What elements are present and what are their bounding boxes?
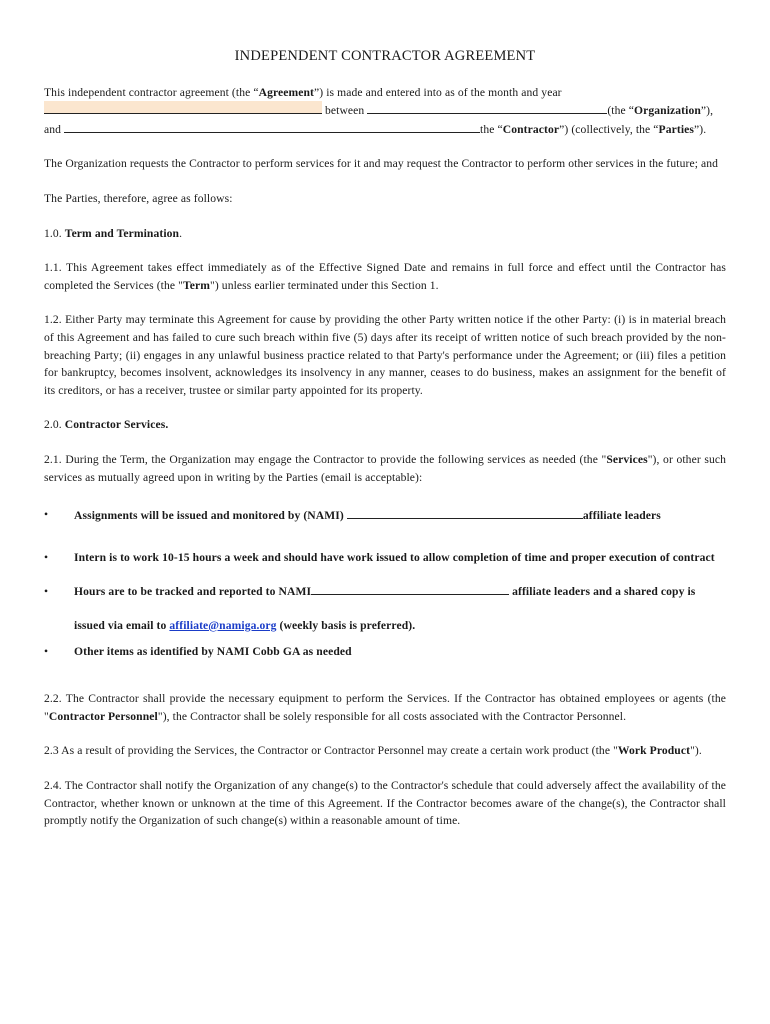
- clause-1-2: 1.2. Either Party may terminate this Agreement for cause by providing the other Party written notice if the other Party: (i) is in material breach of this Agreement and has failed to cure such breach within five (5) days after its receipt of written notice of such breach provided by the non-breaching Party; (ii) engages in any unlawful business practice related to that Party's performance under the Agreement; or (iii) files a petition for bankruptcy, becomes insolvent, acknowledges its insolvency in any manner, ceases to do business, makes an assignment for the benefit of its creditors, or has a receiver, trustee or similar party appointed for its property.: [44, 313, 726, 397]
- nami-affiliate-field[interactable]: [347, 506, 583, 519]
- list-item: • Other items as identified by NAMI Cobb GA as needed: [44, 643, 726, 661]
- list-item: • Assignments will be issued and monitored by (NAMI) affiliate leaders: [44, 508, 661, 523]
- contractor-name-field[interactable]: [64, 120, 480, 133]
- contractor-term: Contractor: [502, 122, 560, 136]
- agree-paragraph: The Parties, therefore, agree as follows:: [44, 191, 233, 205]
- section-1-heading: 1.0. Term and Termination.: [44, 226, 183, 240]
- services-list: [44, 506, 726, 660]
- date-field[interactable]: [44, 101, 322, 114]
- clause-2-2: 2.2. The Contractor shall provide the necessary equipment to perform the Services. If the Contractor has obtained employees or agents (the "Contractor Personnel"), the Contractor shall be solely responsible for all costs associated with the Contractor Personnel.: [44, 692, 726, 723]
- bullet-icon: •: [44, 550, 49, 564]
- section-2-heading: 2.0. Contractor Services.: [44, 418, 169, 432]
- organization-name-field[interactable]: [367, 101, 607, 114]
- clause-2-4: 2.4. The Contractor shall notify the Organization of any change(s) to the Contractor's schedule that could adversely affect the availability of the Contractor, whether known or unknown at the time of this Agreement. If the Contractor becomes aware of the change(s), the Contractor shall promptly notify the Organization of such change(s) within a reasonable amount of time.: [44, 779, 726, 828]
- clause-2-1: 2.1. During the Term, the Organization may engage the Contractor to provide the following services as needed (the "Services"), or other such services as mutually agreed upon in writing by the Parties (email is acceptable):: [44, 452, 726, 484]
- bullet-icon: •: [44, 644, 49, 658]
- document-body: [44, 48, 726, 847]
- clause-1-1: 1.1. This Agreement takes effect immediately as of the Effective Signed Date and remains in full force and effect until the Contractor has completed the Services (the "Term") unless earlier terminated under this Section 1.: [44, 261, 726, 292]
- intro-paragraph: This independent contractor agreement (the “Agreement”) is made and entered into as of the month and year between (the “Organization”), and the “Contractor”) (collectively, the “Parties”).: [44, 85, 714, 136]
- bullet-icon: •: [44, 508, 49, 522]
- recital-paragraph: The Organization requests the Contractor to perform services for it and may request the Contractor to perform other services in the future; and: [44, 157, 719, 171]
- list-item: • Intern is to work 10-15 hours a week and should have work issued to allow completion of time and proper execution of contract: [44, 541, 726, 575]
- bullet-icon: •: [44, 584, 49, 598]
- email-link[interactable]: affiliate@namiga.org: [169, 618, 277, 632]
- nami-report-field[interactable]: [311, 582, 509, 595]
- list-item: • Hours are to be tracked and reported to NAMI affiliate leaders and a shared copy is issued via email to affiliate@namiga.org (weekly basis is preferred).: [44, 575, 726, 643]
- parties-term: Parties: [658, 122, 695, 136]
- clause-2-3: 2.3 As a result of providing the Services, the Contractor or Contractor Personnel may create a certain work product (the "Work Product").: [44, 744, 702, 758]
- agreement-term: Agreement: [258, 85, 315, 99]
- organization-term: Organization: [634, 104, 701, 118]
- document-title: INDEPENDENT CONTRACTOR AGREEMENT: [234, 48, 536, 64]
